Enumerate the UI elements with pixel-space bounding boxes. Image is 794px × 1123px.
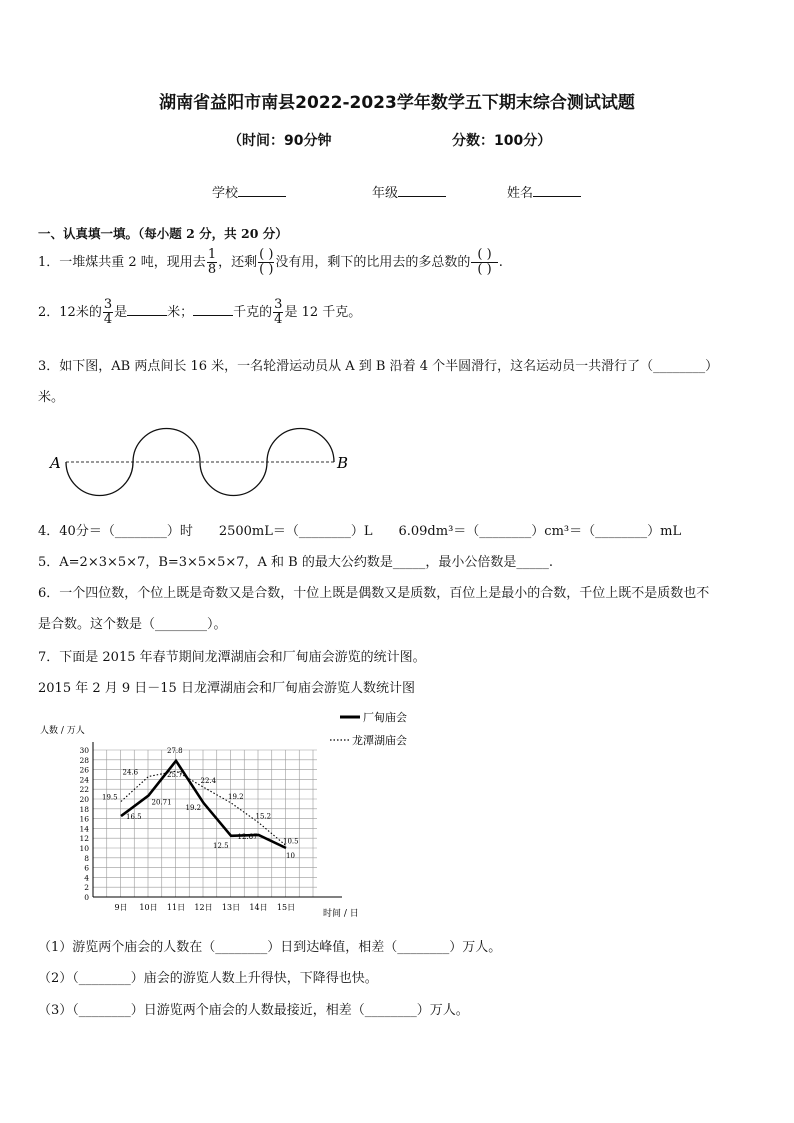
data-label: 19.2: [228, 792, 244, 801]
data-label: 16.5: [126, 813, 142, 822]
school-field[interactable]: [212, 182, 286, 201]
chart-caption: 2015 年 2 月 9 日－15 日龙潭湖庙会和厂甸庙会游览人数统计图: [38, 681, 415, 696]
y-tick-label: 2: [84, 883, 89, 893]
y-tick-label: 12: [79, 834, 89, 844]
y-tick-label: 10: [79, 844, 89, 853]
y-tick-label: 4: [84, 873, 89, 883]
chart-series: [121, 761, 286, 848]
y-tick-label: 30: [79, 746, 89, 755]
data-label: 20.71: [151, 798, 172, 807]
question-7-sub2: （2）（________）庙会的游览人数上升得快，下降得也快。: [38, 971, 378, 986]
data-label: 12.5: [213, 841, 229, 850]
chart-data-labels: [102, 747, 299, 860]
data-label: 10: [286, 852, 295, 860]
q2-blank-2[interactable]: [193, 315, 233, 316]
q1-fraction-blank-1[interactable]: $\frac{( )}{( )}$: [259, 247, 274, 277]
data-label: 19.5: [102, 793, 118, 802]
question-7-sub3: （3）（________）日游览两个庙会的人数最接近，相差（________）万人。: [38, 1003, 469, 1018]
question-4: 4．40分＝（________）时 2500mL＝（________）L 6.09dm³＝（________）cm³＝（________）mL: [38, 524, 682, 539]
school-blank[interactable]: [238, 196, 286, 197]
grade-label: 年级: [372, 186, 399, 201]
y-tick-label: 0: [84, 893, 89, 902]
y-axis-title: 人数 / 万人: [40, 726, 85, 736]
question-3-line1: 3．如下图，AB 两点间长 16 米，一名轮滑运动员从 A 到 B 沿着 4 个半圆滑行，这名运动员一共滑行了（________）: [38, 359, 719, 374]
point-a-label: A: [50, 454, 61, 472]
q2-text-d: 千克的: [233, 305, 273, 320]
point-b-label: B: [337, 454, 349, 472]
data-label: 25.7: [167, 771, 183, 780]
x-tick-label: 11日: [166, 903, 186, 912]
x-axis-title: 时间 / 日: [323, 909, 359, 919]
q2-text-b: 是: [114, 305, 128, 320]
data-label: 27.8: [167, 746, 183, 755]
y-tick-label: 18: [79, 804, 89, 814]
q1-text-c: 没有用，剩下的比用去的多总数的: [275, 255, 471, 270]
semicircle-3: [200, 462, 267, 496]
exam-time: （时间：90分钟: [228, 133, 332, 149]
chart-axes: [79, 742, 342, 912]
y-tick-label: 6: [84, 863, 89, 873]
name-field[interactable]: [507, 182, 581, 201]
q2-text-c: 米；: [167, 305, 194, 320]
semicircle-diagram: [40, 420, 370, 505]
y-tick-label: 20: [79, 795, 89, 804]
q2-text-e: 是 12 千克。: [284, 305, 362, 320]
semicircle-2: [133, 429, 200, 463]
page-title: 湖南省益阳市南县2022-2023学年数学五下期末综合测试试题: [159, 93, 635, 113]
data-label: 19.2: [185, 803, 202, 812]
data-label: 15.2: [255, 812, 272, 821]
data-label: 10.5: [283, 837, 299, 846]
question-5: 5．A=2×3×5×7，B=3×5×5×7，A 和 B 的最大公约数是_____，最小公倍数是_____.: [38, 555, 553, 570]
q1-text-d: .: [498, 255, 503, 270]
y-tick-label: 16: [79, 814, 89, 824]
legend-label-longtan: 龙潭湖庙会: [352, 734, 407, 747]
x-tick-label: 13日: [221, 903, 241, 912]
data-label: 24.6: [122, 768, 139, 777]
q2-fraction-1: $\frac{3}{4}$: [103, 297, 113, 327]
question-7-sub1: （1）游览两个庙会的人数在（________）日到达峰值，相差（________）万人。: [38, 940, 502, 955]
data-label: 12.67: [237, 832, 258, 841]
x-tick-label: 9日: [114, 903, 128, 912]
grade-blank[interactable]: [398, 196, 446, 197]
y-tick-label: 28: [79, 755, 89, 765]
x-tick-label: 14日: [249, 903, 268, 912]
y-tick-label: 22: [79, 785, 89, 795]
q2-fraction-2: $\frac{3}{4}$: [274, 297, 283, 327]
question-7-intro: 7．下面是 2015 年春节期间龙潭湖庙会和厂甸庙会游览的统计图。: [38, 650, 426, 665]
chart-legend: [330, 710, 407, 747]
q1-fraction-blank-2[interactable]: $\frac{( )}{( )}$: [471, 248, 497, 277]
question-6-line1: 6．一个四位数，个位上既是奇数又是合数，十位上既是偶数又是质数，百位上是最小的合数，千位上既不是质数也不: [38, 586, 710, 601]
semicircle-4: [267, 429, 334, 463]
data-label: 22.4: [200, 777, 217, 786]
school-label: 学校: [212, 186, 239, 201]
name-blank[interactable]: [533, 196, 581, 197]
x-tick-label: 10日: [139, 903, 158, 912]
q1-fraction-used: $\frac{1}{8}$: [207, 247, 217, 277]
y-tick-label: 14: [79, 824, 89, 834]
series-line-0: [121, 761, 286, 848]
y-tick-label: 26: [79, 765, 89, 775]
grade-field[interactable]: [372, 182, 446, 201]
q2-text-a: 2．12米的: [38, 305, 102, 320]
line-chart: [30, 705, 430, 925]
y-tick-label: 24: [79, 775, 89, 785]
legend-label-changdian: 厂甸庙会: [363, 711, 407, 724]
q1-text-a: 1．一堆煤共重 2 吨，现用去: [38, 255, 206, 270]
y-tick-label: 8: [84, 853, 89, 863]
q2-blank-1[interactable]: [127, 315, 167, 316]
semicircle-1: [66, 462, 133, 495]
question-3-line2: 米。: [38, 390, 65, 405]
x-tick-label: 12日: [194, 903, 213, 912]
question-6-line2: 是合数。这个数是（________）。: [38, 617, 227, 632]
section-heading: 一、认真填一填。（每小题 2 分，共 20 分）: [38, 226, 288, 241]
x-tick-label: 15日: [276, 903, 296, 912]
question-1: [38, 248, 503, 278]
question-2: [38, 298, 361, 328]
q1-text-b: ，还剩: [218, 255, 258, 270]
exam-score: 分数：100分）: [452, 133, 552, 149]
name-label: 姓名: [507, 186, 534, 201]
